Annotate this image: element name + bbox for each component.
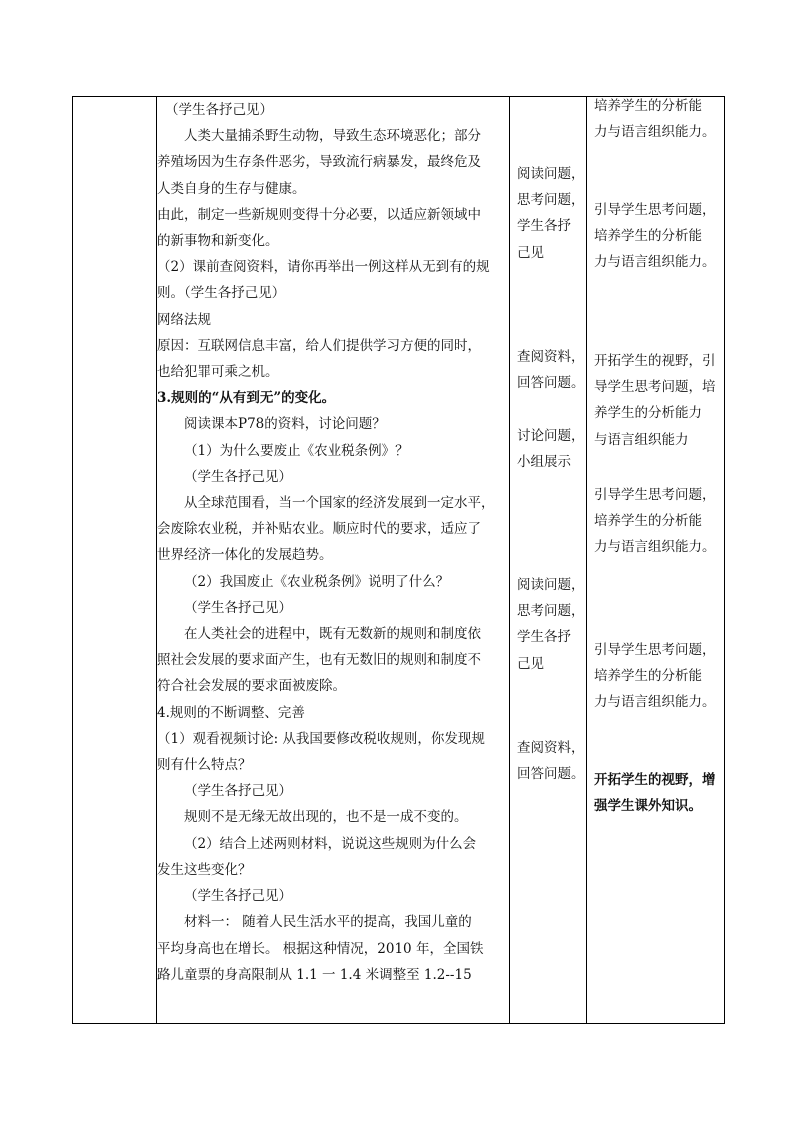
note-line: 己见 [517,655,544,672]
text-line: 人类大量捕杀野生动物，导致生态环境恶化；部分 [184,128,481,145]
teaching-process-text [157,97,509,988]
text-line: （1）观看视频讨论: 从我国要修改税收规则，你发现规 [157,730,485,747]
text-line: 4.规则的不断调整、完善 [157,704,305,721]
note-line: 导学生思考问题，培 [594,379,716,396]
note-line: 力与语言组织能力。 [594,124,716,141]
text-line: （2）结合上述两则材料，说说这些规则为什么会 [184,835,477,852]
note-line: 培养学生的分析能 [594,513,702,530]
text-line: （学生各抒己见） [165,102,273,118]
text-line: 材料一： 随着人民生活水平的提高，我国儿童的 [184,914,472,931]
text-line: （2）我国废止《农业税条例》说明了什么？ [184,573,450,590]
intent-note [594,637,720,716]
design-intent-cell [587,97,725,1024]
note-line: 力与语言组织能力。 [594,694,716,711]
note-line: 培养学生的分析能 [594,228,702,245]
note-line: 学生各抒 [517,629,571,646]
activity-note [517,344,585,396]
note-line: 力与语言组织能力。 [594,254,716,271]
note-line: 引导学生思考问题， [594,202,716,218]
text-line: 则有什么特点？ [157,757,252,774]
note-line: 阅读问题， [517,166,585,182]
intent-note [594,93,720,145]
note-line: 引导学生思考问题， [594,487,716,503]
activity-note [517,735,585,787]
note-line: 学生各抒 [517,218,571,235]
text-line: （学生各抒己见） [184,599,292,616]
note-line: 培养学生的分析能 [594,98,702,114]
activity-note [517,161,585,266]
intent-note [594,348,720,453]
text-line: （学生各抒己见） [184,783,292,800]
note-line: 开拓学生的视野，引 [594,353,716,369]
note-line: 回答问题。 [517,375,585,392]
note-line: 思考问题， [517,603,585,620]
note-line: 己见 [517,244,544,261]
intent-note [594,767,720,819]
text-line: 由此，制定一些新规则变得十分必要，以适应新领域中 [157,206,481,223]
note-line: 查阅资料， [517,740,585,756]
activity-note [517,423,585,475]
activity-note [517,572,585,677]
text-line: 养殖场因为生存条件恶劣，导致流行病暴发，最终危及 [157,154,481,171]
text-line: 原因：互联网信息丰富，给人们提供学习方便的同时， [157,337,481,354]
note-line: 开拓学生的视野，增 [594,772,716,788]
text-line: 也给犯罪可乘之机。 [157,364,279,381]
text-line: （1）为什么要废止《农业税条例》？ [184,442,409,459]
intent-note [594,197,720,276]
text-line: 在人类社会的进程中，既有无数新的规则和制度依 [184,626,481,643]
text-line: 人类自身的生存与健康。 [157,180,306,197]
text-line: 网络法规 [157,311,211,328]
text-line: 世界经济一体化的发展趋势。 [157,547,333,564]
intent-note [594,482,720,561]
text-line: 从全球范围看，当一个国家的经济发展到一定水平， [184,495,495,512]
note-line: 培养学生的分析能 [594,668,702,685]
section-cell [73,97,157,1024]
text-line: 符合社会发展的要求面被废除。 [157,678,346,695]
text-line: 照社会发展的要求面产生，也有无数旧的规则和制度不 [157,652,481,669]
note-line: 养学生的分析能力 [594,405,702,422]
text-line: 规则不是无缘无故出现的，也不是一成不变的。 [184,809,468,826]
lesson-plan-table [72,96,725,1024]
text-line: 3.规则的“从有到无”的变化。 [157,390,336,407]
note-line: 与语言组织能力 [594,431,689,448]
text-line: 发生这些变化？ [157,861,252,878]
note-line: 小组展示 [517,454,571,471]
text-line: 的新事物和新变化。 [157,233,279,250]
student-activity-cell [510,97,587,1024]
text-line: 会废除农业税，并补贴农业。顺应时代的要求，适应了 [157,521,481,538]
note-line: 力与语言组织能力。 [594,539,716,556]
note-line: 强学生课外知识。 [594,798,702,815]
text-line: 则。（学生各抒己见） [157,285,286,302]
note-line: 阅读问题， [517,577,585,593]
text-line: 阅读课本P78的资料，讨论问题？ [184,416,386,433]
note-line: 引导学生思考问题， [594,642,716,658]
note-line: 讨论问题， [517,428,585,444]
text-line: （学生各抒己见） [184,468,292,485]
text-line: 路儿童票的身高限制从 1.1 一 1.4 米调整至 1.2--15 [157,966,472,983]
note-line: 思考问题， [517,192,585,209]
text-line: 平均身高也在增长。 根据这种情况，2010 年，全国铁 [157,940,484,957]
note-line: 回答问题。 [517,766,585,783]
text-line: （学生各抒己见） [184,888,292,905]
text-line: （2）课前查阅资料，请你再举出一例这样从无到有的规 [157,259,490,276]
table-row [73,97,725,1024]
note-line: 查阅资料， [517,349,585,365]
teaching-process-cell [157,97,510,1024]
